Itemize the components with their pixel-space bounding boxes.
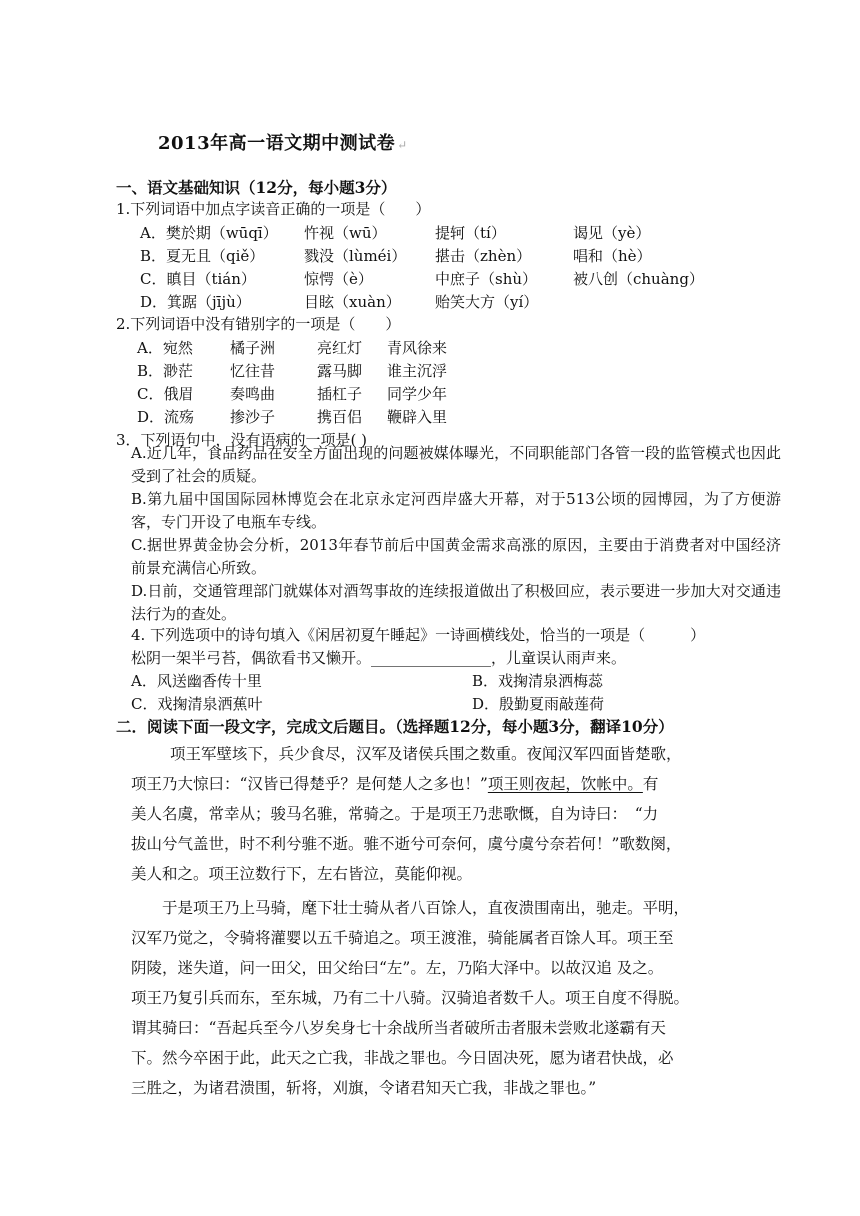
passage-text: 项王乃大惊曰：“汉皆已得楚乎？是何楚人之多也！” xyxy=(131,775,488,793)
q3-option-c: C.据世界黄金协会分析，2013年春节前后中国黄金需求高涨的原因，主要由于消费者对中国经济前景充满信心所致。 xyxy=(131,536,781,577)
section2-heading: 二．阅读下面一段文字，完成文后题目。（选择题12分，每小题3分，翻译10分） xyxy=(116,717,674,736)
q2-stem: 2.下列词语中没有错别字的一项是（ ） xyxy=(116,315,401,333)
q2-option-c-3: 插杠子 xyxy=(317,385,363,403)
passage-line: 下。然今卒困于此，此天之亡我，非战之罪也。今日固决死，愿为诸君快战，必 xyxy=(131,1049,674,1067)
q3-option-a: A.近几年，食品药品在安全方面出现的问题被媒体曝光，不同职能部门各管一段的监管模式也因此受到了社会的质疑。 xyxy=(131,444,781,485)
passage-line: 阴陵，迷失道，问一田父，田父绐曰“左”。左，乃陷大泽中。以故汉追 及之。 xyxy=(131,959,664,977)
q1-option-c-4: 被八创（chuàng） xyxy=(573,270,704,288)
q1-stem: 1.下列词语中加点字读音正确的一项是（ ） xyxy=(116,200,431,218)
passage-line: 项王乃复引兵而东，至东城，乃有二十八骑。汉骑追者数千人。项王自度不得脱。 xyxy=(131,989,690,1007)
section1-heading: 一、语文基础知识（12分，每小题3分） xyxy=(116,178,397,197)
q2-option-d-3: 携百侣 xyxy=(317,408,363,426)
q1-option-a-2: 忤视（wū） xyxy=(304,224,387,242)
q1-option-c-1: C．瞋目（tián） xyxy=(140,270,256,288)
q1-option-d-3: 贻笑大方（yí） xyxy=(435,293,539,311)
q3-option-b: B.第九届中国国际园林博览会在北京永定河西岸盛大开幕，对于513公顷的园博园，为了方便游客，专门开设了电瓶车专线。 xyxy=(131,490,781,531)
q4-stem: 4. 下列选项中的诗句填入《闲居初夏午睡起》一诗画横线处，恰当的一项是（ ） xyxy=(131,626,706,644)
q2-option-c-1: C．俄眉 xyxy=(137,385,194,403)
q2-option-a-2: 橘子洲 xyxy=(230,339,276,357)
q4-option-b: B．戏掬清泉洒梅蕊 xyxy=(472,672,604,690)
q4-option-c: C．戏掬清泉洒蕉叶 xyxy=(131,695,263,713)
q2-option-d-2: 掺沙子 xyxy=(230,408,276,426)
q4-option-d: D．殷勤夏雨敲莲荷 xyxy=(472,695,605,713)
passage-line: 美人名虞，常幸从；骏马名骓，常骑之。于是项王乃悲歌慨，自为诗曰： “力 xyxy=(131,805,659,823)
passage-text: 有 xyxy=(642,775,659,793)
passage-line: 于是项王乃上马骑，麾下壮士骑从者八百馀人，直夜溃围南出，驰走。平明， xyxy=(162,899,690,917)
passage-line: 汉军乃觉之，令骑将灌婴以五千骑追之。项王渡淮，骑能属者百馀人耳。项王至 xyxy=(131,929,674,947)
q1-option-d-2: 目眩（xuàn） xyxy=(304,293,401,311)
q1-option-b-3: 揕击（zhèn） xyxy=(435,247,532,265)
q2-option-a-3: 亮红灯 xyxy=(317,339,363,357)
q1-option-b-4: 唱和（hè） xyxy=(573,247,652,265)
passage-line: 谓其骑曰：“吾起兵至今八岁矣身七十余战所当者破所击者服未尝败北遂霸有天 xyxy=(131,1019,666,1037)
q2-option-c-4: 同学少年 xyxy=(387,385,448,403)
q1-option-b-2: 戮没（lùméi） xyxy=(304,247,407,265)
q1-option-c-3: 中庶子（shù） xyxy=(435,270,538,288)
q2-option-a-1: A．宛然 xyxy=(137,339,193,357)
q1-option-b-1: B．夏无且（qiě） xyxy=(140,247,265,265)
q2-option-d-4: 鞭辟入里 xyxy=(387,408,448,426)
title-text: 2013年高一语文期中测试卷 xyxy=(158,133,396,154)
passage-line: 拔山兮气盖世，时不利兮骓不逝。骓不逝兮可奈何，虞兮虞兮奈若何！”歌数阕， xyxy=(131,835,682,853)
passage-line xyxy=(131,774,658,794)
page-title xyxy=(158,129,408,155)
passage-line: 项王军壁垓下，兵少食尽，汉军及诸侯兵围之数重。夜闻汉军四面皆楚歌， xyxy=(170,745,682,763)
q2-option-d-1: D．流殇 xyxy=(137,408,195,426)
q4-option-a: A．风送幽香传十里 xyxy=(131,672,262,690)
q2-option-b-2: 忆往昔 xyxy=(230,362,276,380)
underlined-sentence: 项王则夜起，饮帐中。 xyxy=(487,775,643,793)
passage-line: 三胜之，为诸君溃围，斩将，刈旗，令诸君知天亡我，非战之罪也。” xyxy=(131,1079,597,1097)
q1-option-a-1: A．樊於期（wūqī） xyxy=(140,224,278,242)
q1-option-a-4: 谒见（yè） xyxy=(573,224,651,242)
q3-option-d: D.日前，交通管理部门就媒体对酒驾事故的连续报道做出了积极回应，表示要进一步加大对交通违法行为的查处。 xyxy=(131,582,781,623)
q2-option-a-4: 青风徐来 xyxy=(387,339,448,357)
q1-option-a-3: 提轲（tí） xyxy=(435,224,506,242)
q1-option-d-1: D．箕踞（jījù） xyxy=(140,293,251,311)
q3-stem: 3．下列语句中，没有语病的一项是( ) xyxy=(116,431,368,449)
q1-option-c-2: 惊愕（è） xyxy=(304,270,373,288)
q4-poem: 松阴一架半弓苔，偶欲看书又懒开。________________，儿童误认雨声来。 xyxy=(131,649,627,667)
passage-line: 美人和之。项王泣数行下，左右皆泣，莫能仰视。 xyxy=(131,865,473,883)
q2-option-b-3: 露马脚 xyxy=(317,362,363,380)
q2-option-b-4: 谁主沉浮 xyxy=(387,362,448,380)
q2-option-b-1: B．渺茫 xyxy=(137,362,194,380)
paragraph-mark-icon: ↵ xyxy=(397,138,408,152)
q2-option-c-2: 奏鸣曲 xyxy=(230,385,276,403)
